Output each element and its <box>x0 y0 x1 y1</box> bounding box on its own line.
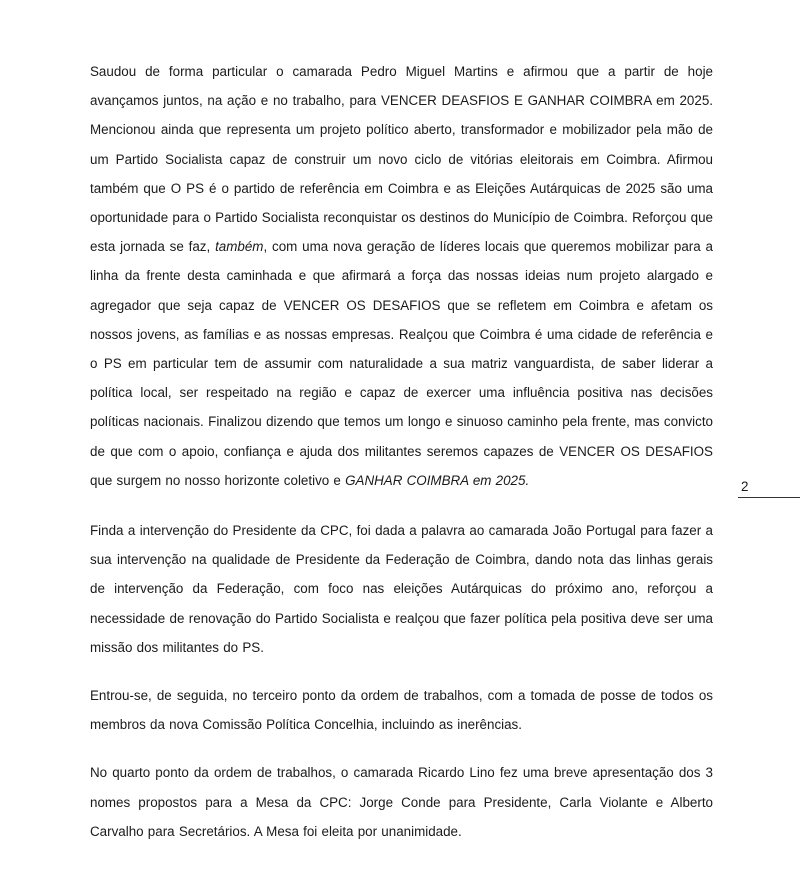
paragraph-board-election <box>90 758 713 846</box>
paragraph-spacer <box>90 495 713 516</box>
document-page <box>90 57 713 846</box>
paragraph-text: Finda a intervenção do Presidente da CPC, foi dada a palavra ao camarada João Portugal para fazer a sua intervenção na qualidade de Presidente da Federação de Coimbra, dando nota das linhas gerais de intervenção da Federação, com foco nas eleições Autárquicas do próximo ano, reforçou a necessidade de renovação do Partido Socialista e realçou que fazer política pela positiva deve ser uma missão dos militantes do PS. <box>90 523 713 655</box>
paragraph-federation-intervention <box>90 516 713 662</box>
page-number-rule <box>738 497 800 498</box>
paragraph-text: , com uma nova geração de líderes locais que queremos mobilizar para a linha da frente desta caminhada e que afirmará a força das nossas ideias num projeto alargado e agregador que seja capaz de VENCER OS DESAFIOS que se refletem em Coimbra e afetam os nossos jovens, as famílias e as nossas empresas. Realçou que Coimbra é uma cidade de referência e o PS em particular tem de assumir com naturalidade a sua matriz vanguardista, de saber liderar a política local, ser respeitado na região e capaz de exercer uma influência positiva nas decisões políticas nacionais. Finalizou dizendo que temos um longo e sinuoso caminho pela frente, mas convicto de que com o apoio, confiança e ajuda dos militantes seremos capazes de VENCER OS DESAFIOS que surgem no nosso horizonte coletivo e <box>90 239 714 488</box>
paragraph-text: Entrou-se, de seguida, no terceiro ponto da ordem de trabalhos, com a tomada de posse de todos os membros da nova Comissão Política Concelhia, incluindo as inerências. <box>90 688 713 733</box>
page-number: 2 <box>741 479 749 494</box>
paragraph-text-italic: também <box>215 239 264 255</box>
paragraph-oath-taking <box>90 681 713 739</box>
paragraph-speech-summary <box>90 57 713 495</box>
paragraph-spacer <box>90 662 713 681</box>
paragraph-text: Saudou de forma particular o camarada Pedro Miguel Martins e afirmou que a partir de hoje avançamos juntos, na ação e no trabalho, para VENCER DEASFIOS E GANHAR COIMBRA em 2025. Mencionou ainda que representa um projeto político aberto, transformador e mobilizador pela mão de um Partido Socialista capaz de construir um novo ciclo de vitórias eleitorais em Coimbra. Afirmou também que O PS é o partido de referência em Coimbra e as Eleições Autárquicas de 2025 são uma oportunidade para o Partido Socialista reconquistar os destinos do Município de Coimbra. Reforçou que esta jornada se faz, <box>90 64 713 255</box>
paragraph-text-italic: GANHAR COIMBRA em 2025. <box>345 472 530 488</box>
paragraph-spacer <box>90 739 713 758</box>
paragraph-text: No quarto ponto da ordem de trabalhos, o camarada Ricardo Lino fez uma breve apresentação dos 3 nomes propostos para a Mesa da CPC: Jorge Conde para Presidente, Carla Violante e Alberto Carvalho para Secretários. A Mesa foi eleita por unanimidade. <box>90 765 713 839</box>
